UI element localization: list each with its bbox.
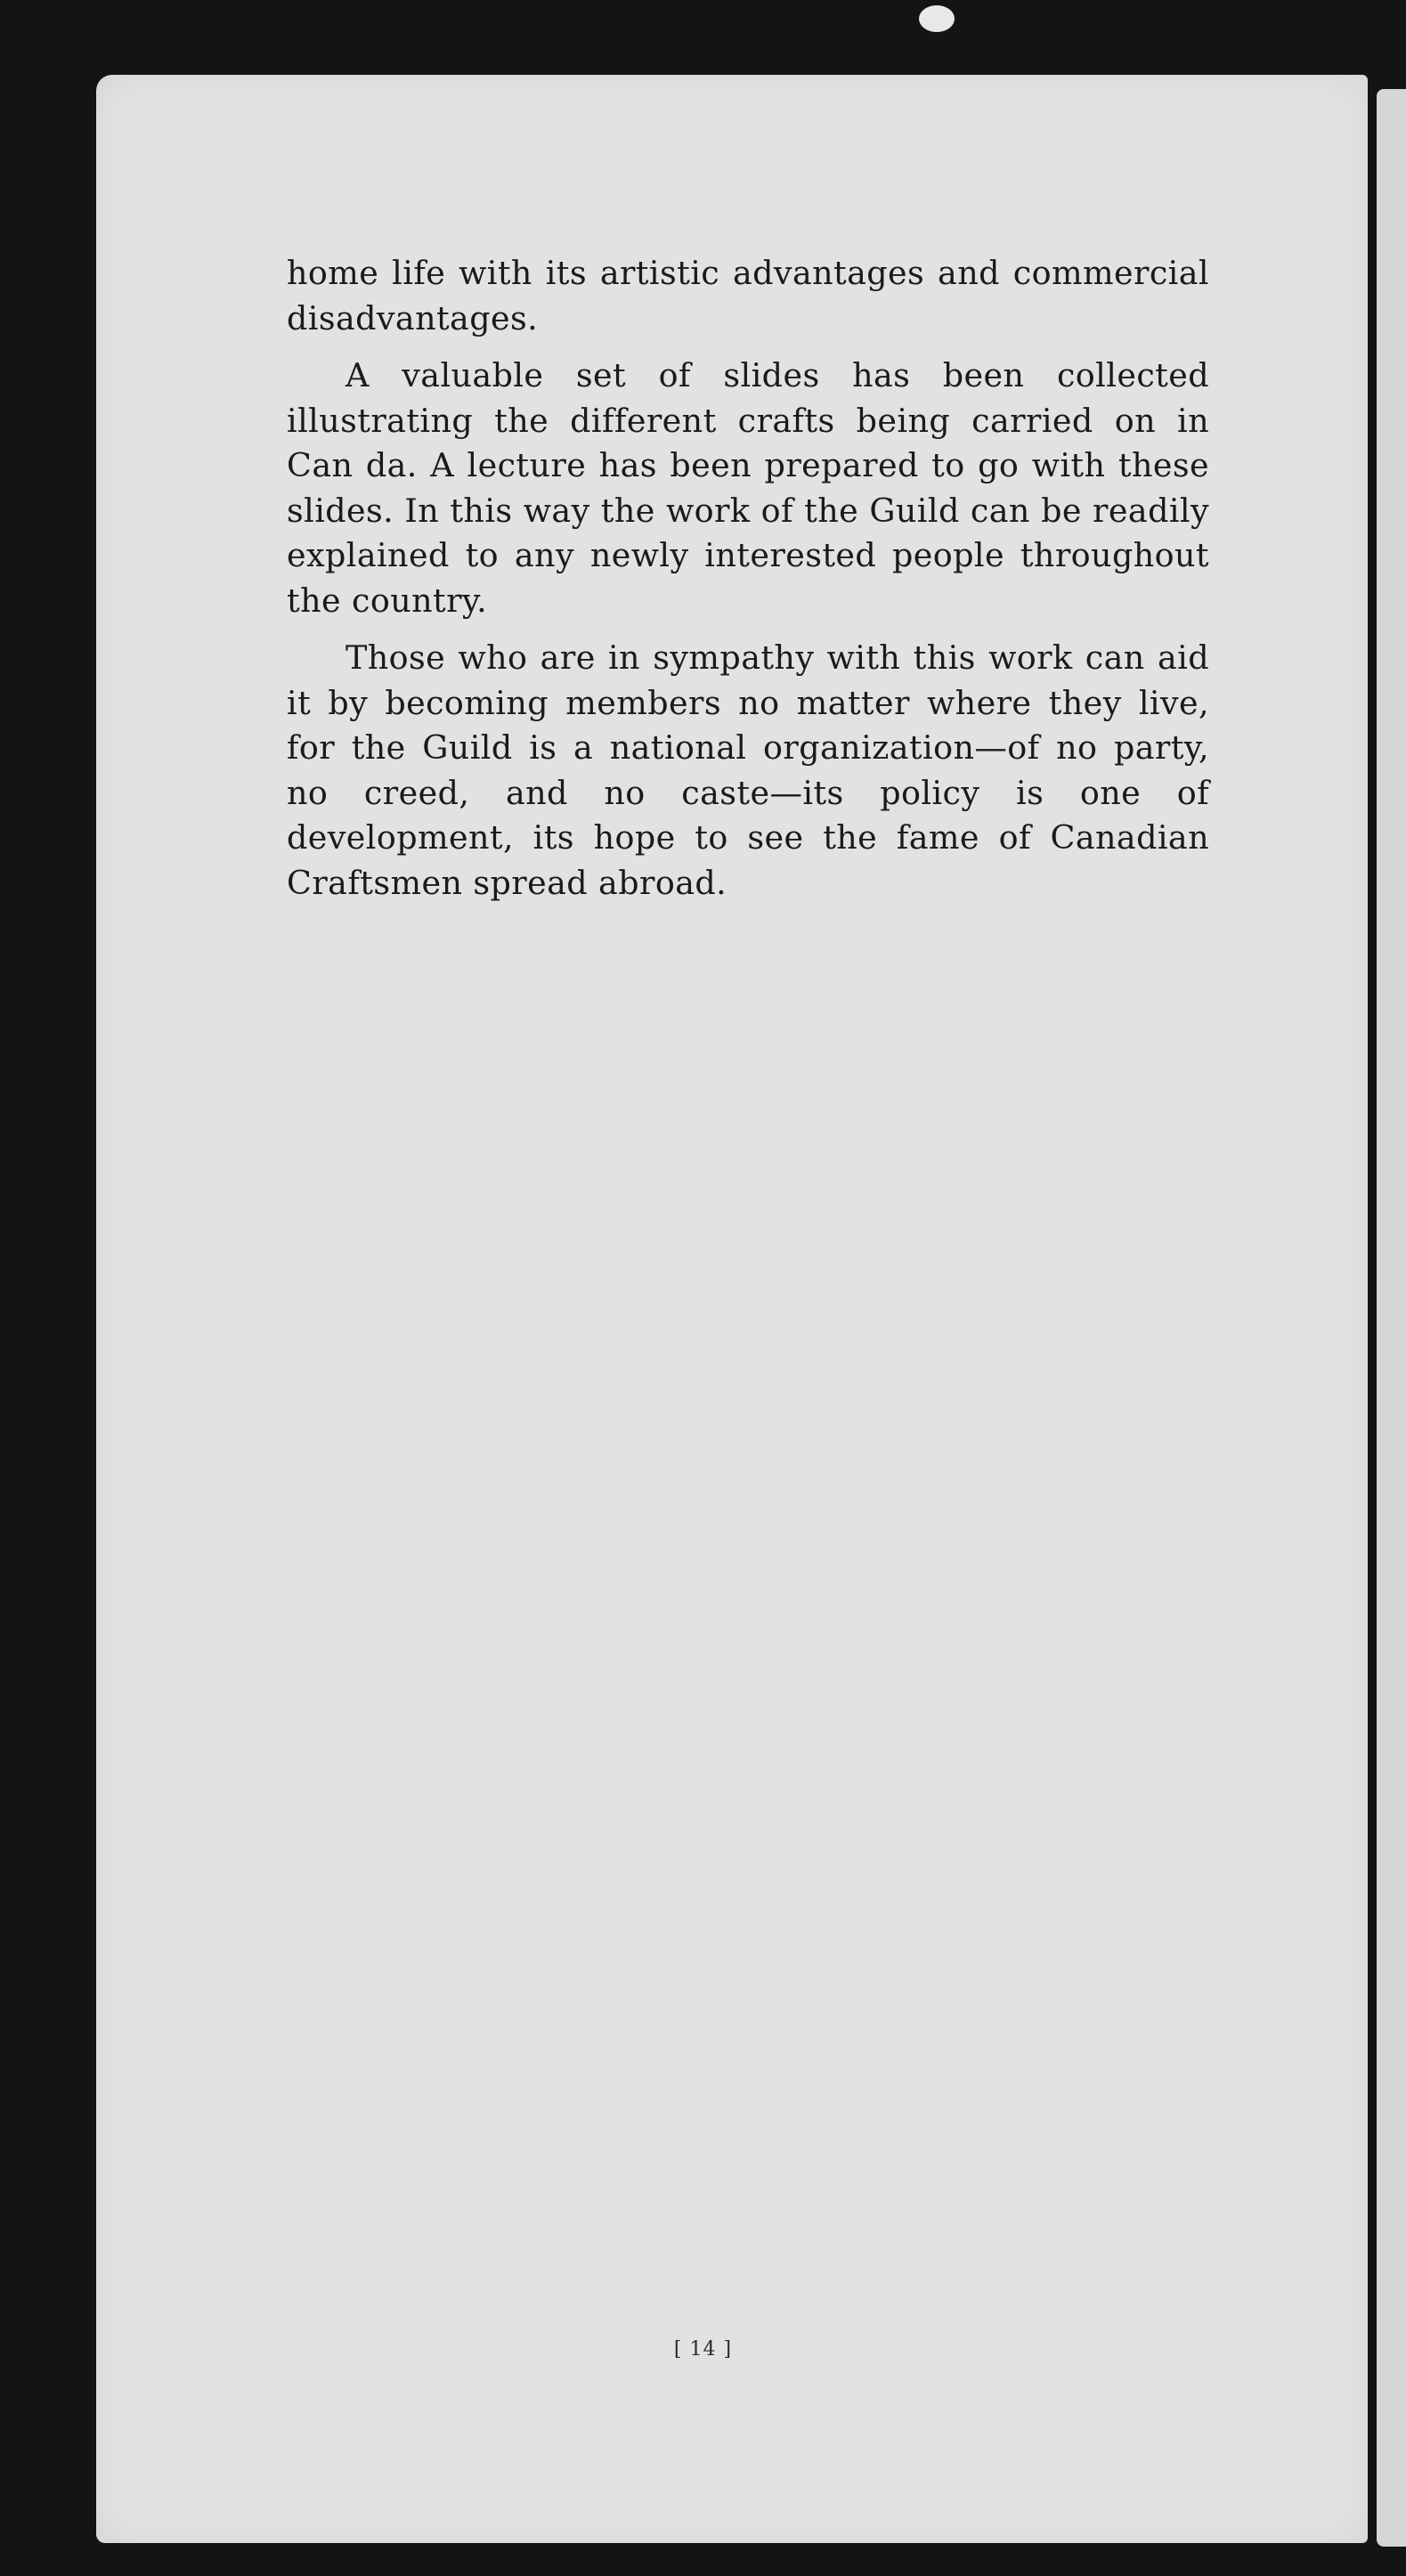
paragraph-membership: Those who are in sympathy with this work can aid it by becoming members no matter where they live, for the Guild is a national organization—of no party, no creed, and no caste—its policy is one of development, its hope to see the fame of Canadian Craftsmen spread abroad. xyxy=(287,638,1209,902)
body-text xyxy=(287,251,1209,906)
paragraph-continued: home life with its artistic advantages and commercial disadvantages. xyxy=(287,254,1209,337)
scan-speck xyxy=(919,5,955,32)
paragraph-slides: A valuable set of slides has been collected illustrating the different crafts being carried on in Can da. A lecture has been prepared to go with these slides. In this way the work of the Guild can be readily explained to any newly interested people throughout the country. xyxy=(287,356,1209,620)
adjacent-page-edge xyxy=(1377,89,1406,2547)
page-number: [ 14 ] xyxy=(673,2338,733,2361)
